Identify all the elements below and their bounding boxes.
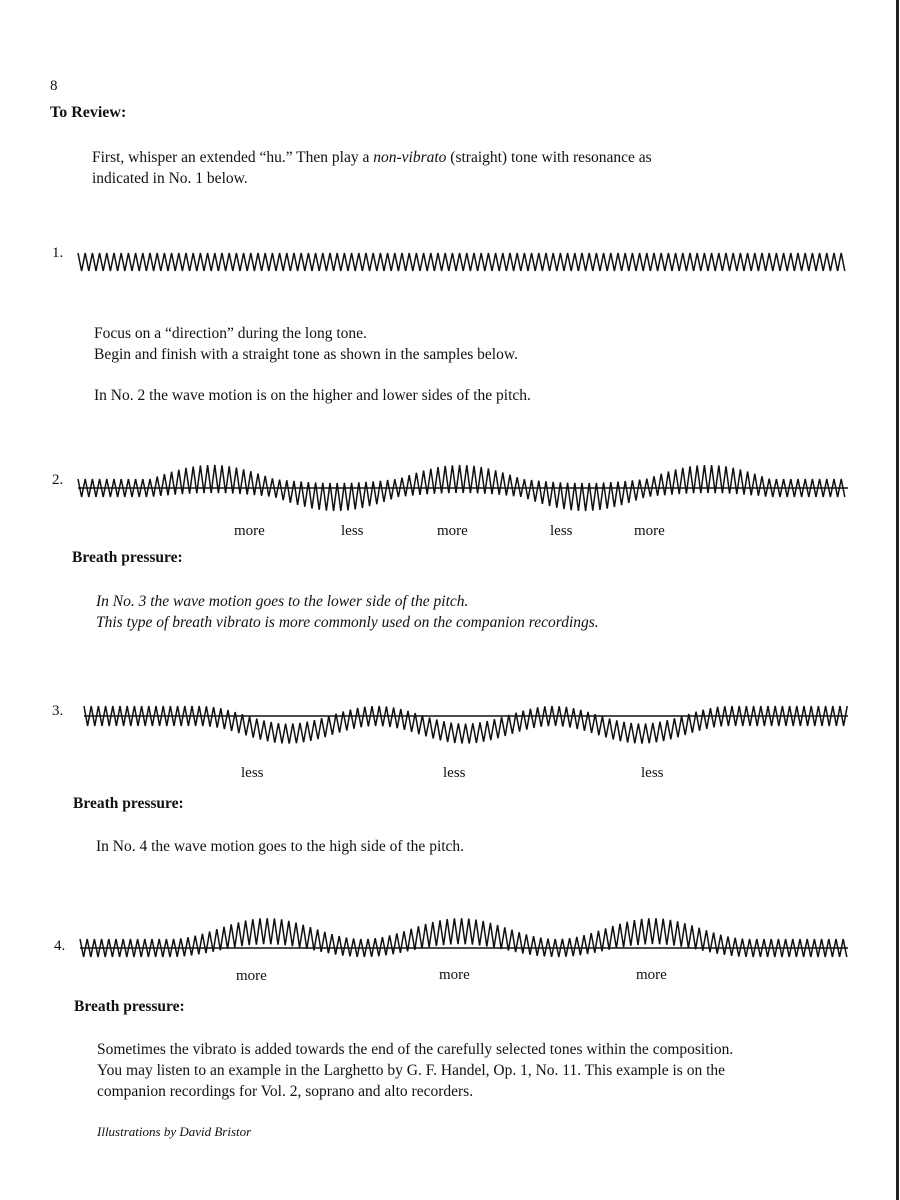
diagram-2-label: less: [550, 523, 573, 539]
focus-paragraph: [94, 323, 854, 365]
no3-description: [96, 591, 856, 633]
page-number: 8: [50, 78, 58, 94]
focus-line-2: Begin and finish with a straight tone as shown in the samples below.: [94, 346, 518, 363]
focus-line-1: Focus on a “direction” during the long tone.: [94, 325, 367, 342]
page-edge: [896, 0, 899, 1200]
diagram-4-label: more: [439, 967, 470, 983]
diagram-3-breath-label: Breath pressure:: [73, 795, 184, 812]
diagram-2-label: more: [634, 523, 665, 539]
diagram-4-label: more: [636, 967, 667, 983]
section-heading: To Review:: [50, 104, 127, 121]
no2-description: In No. 2 the wave motion is on the higher and lower sides of the pitch.: [94, 387, 531, 404]
no3-line-1: In No. 3 the wave motion goes to the lower side of the pitch.: [96, 593, 469, 610]
diagram-2-label: more: [437, 523, 468, 539]
no4-description: In No. 4 the wave motion goes to the high side of the pitch.: [96, 838, 465, 855]
intro-italic: non-vibrato: [373, 149, 447, 166]
diagram-2-label: less: [341, 523, 364, 539]
closing-paragraph: [97, 1039, 857, 1102]
intro-text-3: indicated in No. 1 below.: [92, 170, 248, 187]
diagram-4-label: more: [236, 968, 267, 984]
closing-line-2: You may listen to an example in the Larghetto by G. F. Handel, Op. 1, No. 11. This example is on the: [97, 1062, 726, 1079]
diagram-1-number: 1.: [52, 245, 64, 261]
diagram-2-number: 2.: [52, 472, 64, 488]
diagram-3-number: 3.: [52, 703, 64, 719]
diagram-2-breath-label: Breath pressure:: [72, 549, 183, 566]
no3-line-2: This type of breath vibrato is more commonly used on the companion recordings.: [96, 614, 599, 631]
diagram-3-label: less: [641, 765, 664, 781]
diagram-3-label: less: [443, 765, 466, 781]
intro-text-2: (straight) tone with resonance as: [446, 149, 652, 166]
diagram-2-label: more: [234, 523, 265, 539]
diagram-3-label: less: [241, 765, 264, 781]
diagram-4-breath-label: Breath pressure:: [74, 998, 185, 1015]
wave-path: [84, 706, 847, 744]
intro-text-1: First, whisper an extended “hu.” Then play a: [92, 149, 374, 166]
closing-line-3: companion recordings for Vol. 2, soprano and alto recorders.: [97, 1083, 474, 1100]
closing-line-1: Sometimes the vibrato is added towards the end of the carefully selected tones within the composition.: [97, 1041, 734, 1058]
diagram-4-number: 4.: [54, 938, 66, 954]
wave-path: [78, 253, 845, 271]
illustration-credit: Illustrations by David Bristor: [97, 1124, 252, 1139]
wave-path: [80, 918, 847, 957]
